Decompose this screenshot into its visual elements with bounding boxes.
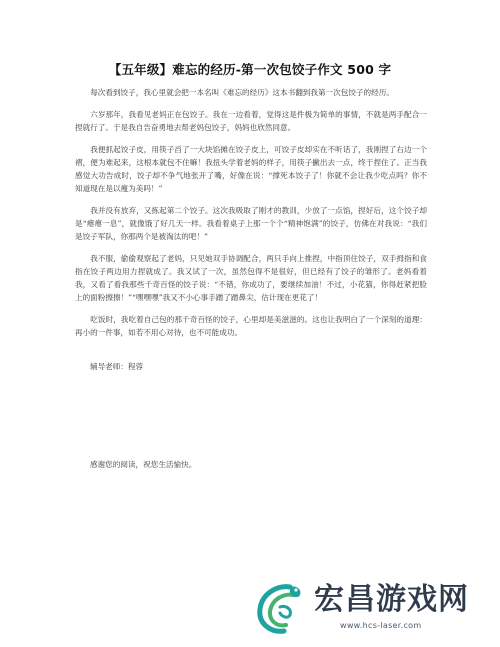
paragraph-2: 六岁那年，我看见老妈正在包饺子。我在一边看着，觉得这是件极为简单的事情，不就是两手配合一捏就行了。于是我自告奋勇地去帮老妈包饺子，妈妈也欣然同意。 [75,110,427,132]
paragraph-1: 每次看到饺子，我心里就会把一本名叫《难忘的经历》这本书翻到我第一次包饺子的经历。 [90,88,394,97]
watermark-brand: 宏昌游戏网 [314,582,469,617]
paragraph-3: 我便抓起饺子皮，用筷子舀了一大块馅摊在饺子皮上，可饺子皮却实在不听话了，我刚捏了右边一个褶，便为难起来，这根本就包不住嘛！我扭头学着老妈的样子，用筷子撇出去一点，终于捏住了。正当我感觉大功告成时，饺子却不争气地张开了嘴，好像在说：“撑死本饺子了！你就不会让我少吃点吗？你不知道现在是以瘦为美吗！” [75,145,427,193]
dragon-logo-icon [250,581,312,637]
paragraph-6: 吃饭时，我吃着自己包的那千奇百怪的饺子，心里却是美滋滋的。这也让我明白了一个深刻的道理：再小的一件事，如若不用心对待，也不可能成功。 [75,315,427,337]
paragraph-5: 我不服，偷偷观察起了老妈，只见她双手协调配合，两只手向上推捏，中指顶住饺子，双手拇指和食指在饺子两边用力捏就成了。我又试了一次，虽然包得不是很好，但已经有了饺子的雏形了。老妈看着我，又看了看我那些千奇百怪的饺子说：“不错，你成功了，要继续加油！不过，小花猫，你得赶紧把脸上的面粉擦擦！”“嘿嘿嘿”我又不小心事手蹭了蹭鼻尖，估计现在更花了！ [75,254,427,302]
closing-line: 感谢您的阅读，祝您生活愉快。 [90,460,197,469]
watermark-url[interactable]: www.hcs-laser.com [340,621,422,630]
document-title: 【五年级】难忘的经历-第一次包饺子作文 500 字 [108,62,392,77]
teacher-credit: 辅导老师：程蓉 [90,362,144,371]
paragraph-4: 我并没有放弃，又拣起第二个饺子。这次我吸取了刚才的教训，少放了一点馅，捏好后，这个饺子却是“瘪瘪一息”，就像饿了好几天一样。我看着桌子上那一个个“精神饱满”的饺子，仿佛在对我说：“我们是饺子军队，你那两个是被淘汰的吧！” [75,206,427,241]
site-watermark[interactable] [250,577,500,647]
essay-body [75,86,427,348]
